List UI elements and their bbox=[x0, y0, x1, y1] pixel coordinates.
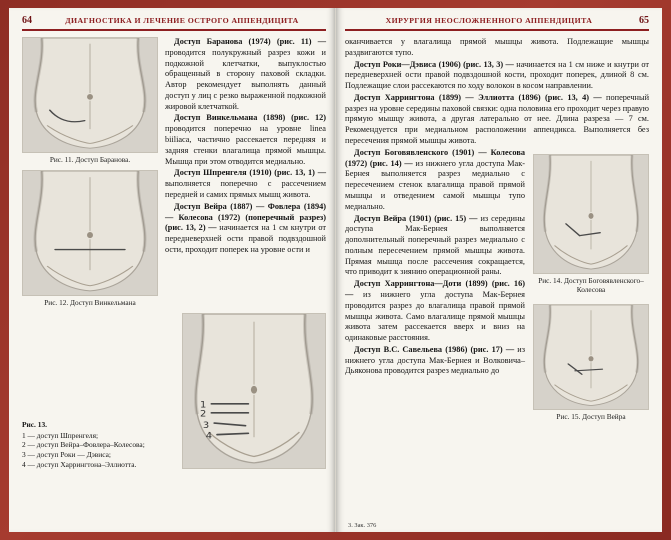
page-65 bbox=[335, 8, 662, 532]
page-number-65: 65 bbox=[639, 15, 649, 26]
abdomen-illustration-weir bbox=[534, 305, 648, 409]
abdomen-illustration-bogovyavlensky bbox=[534, 155, 648, 273]
figure-15 bbox=[533, 294, 649, 421]
paragraph: Доступ Роки—Дэвиса (1906) (рис. 13, 3) — начинается на 1 см ниже и кнутри от передневерхней ости правой подвздошной кости, проходит поперек, длиной 8 см. Подлежащие слои рассекаются по ходу волокон в косом направлении. bbox=[345, 59, 650, 91]
paragraph: Доступ Шпренгеля (1910) (рис. 13, 1) — выполняется поперечно с рассечением передней и самих прямых мышц живота. bbox=[165, 168, 326, 199]
legend-item: 3 — доступ Роки — Дэвиса; bbox=[22, 449, 111, 459]
svg-text:4: 4 bbox=[205, 431, 213, 442]
figure-11 bbox=[22, 37, 158, 164]
right-figure-column bbox=[533, 148, 649, 421]
figure-11-caption: Рис. 11. Доступ Баранова. bbox=[49, 155, 131, 164]
abdomen-illustration-winkelmann bbox=[23, 171, 157, 295]
page-65-header bbox=[345, 15, 649, 31]
paragraph: Доступ Вейра (1901) (рис. 15) — из середины доступа Мак-Бернея выполняется дополнительный поперечный разрез медиально с полным пересечением прямой мышцы живота. Прямая мышца после рассечения сокращается, что приводит к зиянию операционной раны. bbox=[345, 213, 526, 277]
right-text-column bbox=[345, 148, 525, 421]
right-lower-row bbox=[345, 148, 649, 421]
left-page-columns bbox=[22, 37, 326, 307]
figure-14-image bbox=[533, 154, 649, 274]
svg-text:1: 1 bbox=[200, 400, 207, 411]
page-64 bbox=[9, 8, 335, 532]
legend-item: 2 — доступ Вейра–Фовлера–Колесова; bbox=[22, 440, 145, 450]
legend-item: 1 — доступ Шпренгеля; bbox=[22, 430, 99, 440]
figure-13-image bbox=[182, 313, 326, 469]
paragraph: Доступ Боговявленского (1901) — Колесова (1972) (рис. 14) — из нижнего угла доступа Мак-Бернея выполняется разрез медиально с пересечением стенок влагалища правой прямой мышцы и отведением самой мышцы тупо медиально. bbox=[345, 147, 525, 211]
figure-15-caption: Рис. 15. Доступ Вейра bbox=[556, 412, 626, 422]
figure-12 bbox=[22, 170, 158, 307]
abdomen-illustration-multi-access bbox=[183, 314, 325, 468]
running-title-left: ДИАГНОСТИКА И ЛЕЧЕНИЕ ОСТРОГО АППЕНДИЦИТА bbox=[65, 16, 299, 25]
figure-13-legend-title: Рис. 13. bbox=[22, 420, 47, 430]
page-64-header bbox=[22, 15, 326, 31]
figure-15-image bbox=[533, 304, 649, 410]
svg-text:3: 3 bbox=[202, 420, 210, 432]
figure-14-caption: Рис. 14. Доступ Боговявленского–Колесова bbox=[538, 275, 644, 294]
figure-12-image bbox=[22, 170, 158, 296]
figure-13-legend bbox=[22, 420, 174, 469]
svg-text:2: 2 bbox=[200, 409, 207, 420]
page-number-64: 64 bbox=[22, 15, 32, 26]
paragraph: оканчивается у влагалища прямой мышцы живота. Подлежащие мышцы раздвигаются тупо. bbox=[345, 37, 649, 57]
left-text-column bbox=[165, 37, 326, 307]
paragraph: Доступ Харрингтона (1899) — Эллиотта (1896) (рис. 13, 4) — поперечный разрез на уровне середины паховой связки: одна половина его проходит через правую прямую мышцу живота, а другая латерально от нее. Длина разреза — 7 см. Рекомендуется при медиальном расположении аппендикса. Выполняется без пересечения прямой мышцы живота. bbox=[345, 92, 650, 146]
paragraph: Доступ Харрингтона—Доти (1899) (рис. 16) — из нижнего угла доступа Мак-Бернея проводится разрез до влагалища правой прямой мышцы живота. Само влагалище прямой мышцы живота затем рассекается вверх и вниз на одинаковые расстояния. bbox=[345, 279, 525, 343]
left-bottom-row bbox=[22, 313, 326, 469]
figure-14 bbox=[533, 148, 649, 294]
paragraph: Доступ Баранова (1974) (рис. 11) — проводится полукружный разрез кожи и подкожной клетчатки, выпуклостью обращенный в сторону паховой складки. Автор рекомендует выполнять данный доступ у лиц с резко выраженной подкожной жировой клетчаткой. bbox=[165, 37, 326, 111]
figure-11-image bbox=[22, 37, 158, 153]
paragraph: Доступ Винкельмана (1898) (рис. 12) проводится поперечно на уровне linea biiliaca, частично рассекается передняя и задняя стенки влагалища прямой мышцы. Мышца при этом отводится медиально. bbox=[165, 113, 326, 166]
figure-12-caption: Рис. 12. Доступ Винкельмана bbox=[44, 298, 136, 308]
running-title-right: ХИРУРГИЯ НЕОСЛОЖНЕННОГО АППЕНДИЦИТА bbox=[385, 16, 593, 25]
figure-13 bbox=[182, 313, 326, 469]
right-top-text bbox=[345, 37, 649, 147]
paragraph: Доступ В.С. Савельева (1986) (рис. 17) — из нижнего угла доступа Мак-Бернея и Волковича–Дьяконова проводится разрез медиально до bbox=[345, 344, 526, 376]
paragraph: Доступ Вейра (1887) — Фовлера (1894) — Колесова (1972) (поперечный разрез) (рис. 13, 2) — начинается на 1 см кнутри от передневерхней ости правой подвздошной ости, проходит поперек на уровне ости и bbox=[165, 201, 326, 254]
left-figure-column bbox=[22, 37, 158, 307]
print-signature: 3. Зак. 376 bbox=[348, 522, 377, 529]
legend-item: 4 — доступ Харрингтона–Эллиотта. bbox=[22, 459, 137, 469]
abdomen-illustration-baranov bbox=[23, 38, 157, 152]
